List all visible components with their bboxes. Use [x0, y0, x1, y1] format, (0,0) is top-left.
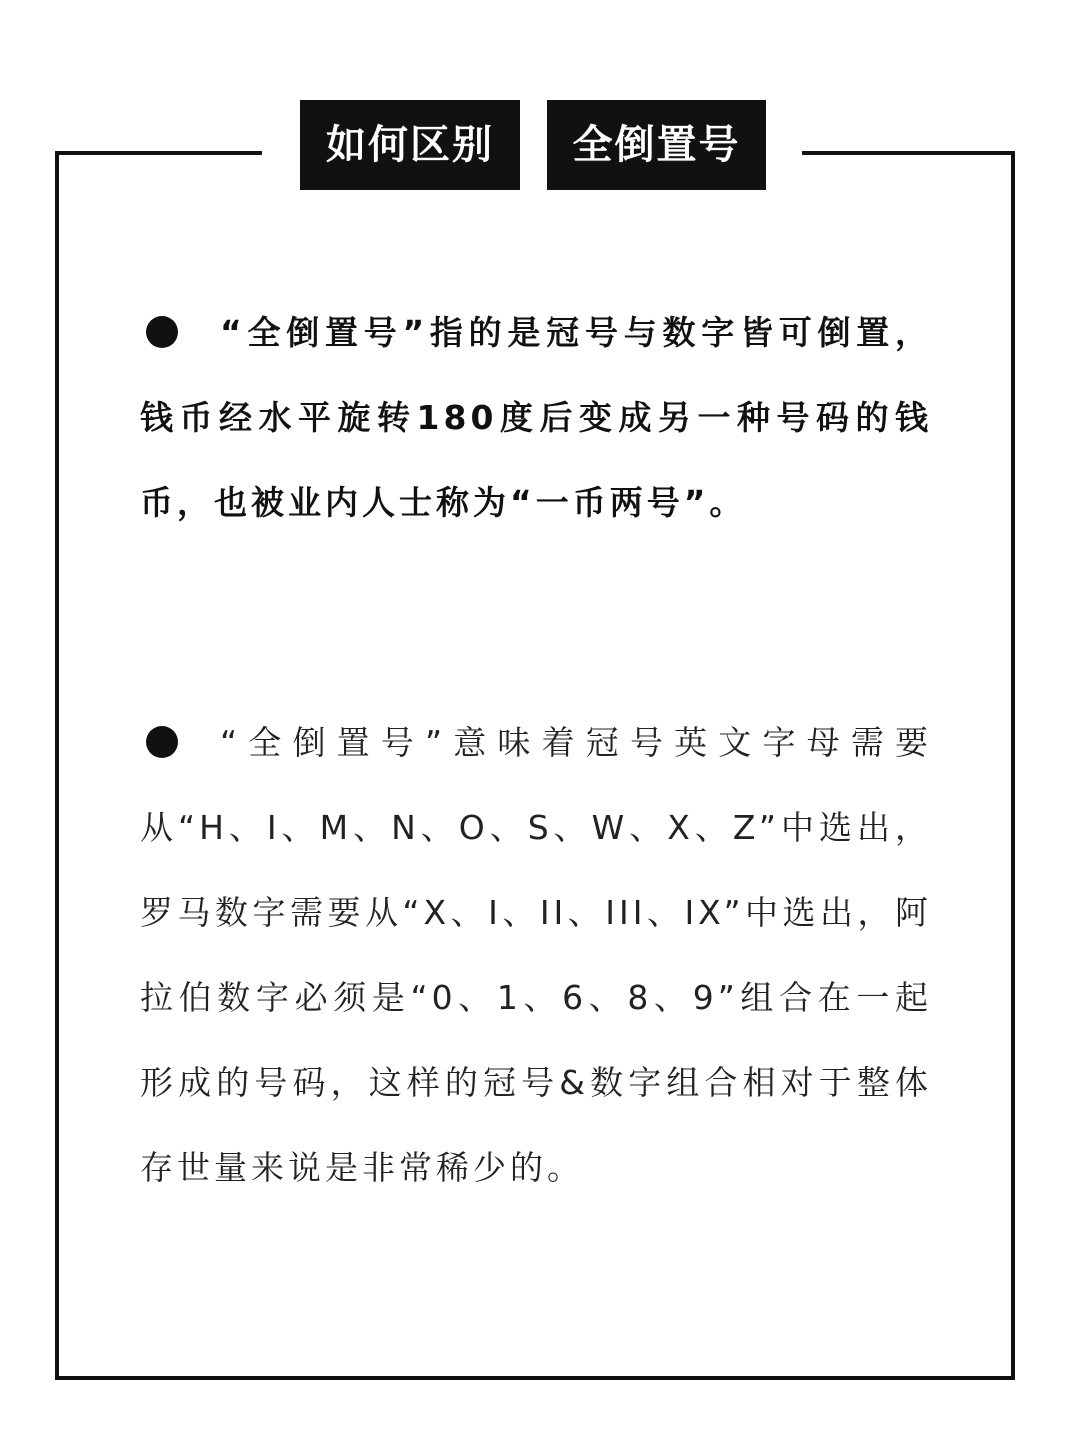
bullet-dot-icon	[146, 726, 178, 758]
paragraph-rules	[140, 700, 932, 1210]
title-tag-left: 如何区别	[300, 100, 520, 190]
paragraph-rules-text: “全倒置号”意味着冠号英文字母需要从“H、I、M、N、O、S、W、X、Z”中选出，罗马数字需要从“X、I、II、III、IX”中选出，阿拉伯数字必须是“0、1、6、8、9”组合在一起形成的号码，这样的冠号&数字组合相对于整体存世量来说是非常稀少的。	[140, 723, 932, 1187]
paragraph-definition	[140, 290, 932, 545]
bullet-dot-icon	[146, 316, 178, 348]
paragraph-definition-text: “全倒置号”指的是冠号与数字皆可倒置，钱币经水平旋转180度后变成另一种号码的钱币，也被业内人士称为“一币两号”。	[140, 313, 932, 522]
title-tag-right: 全倒置号	[547, 100, 766, 190]
